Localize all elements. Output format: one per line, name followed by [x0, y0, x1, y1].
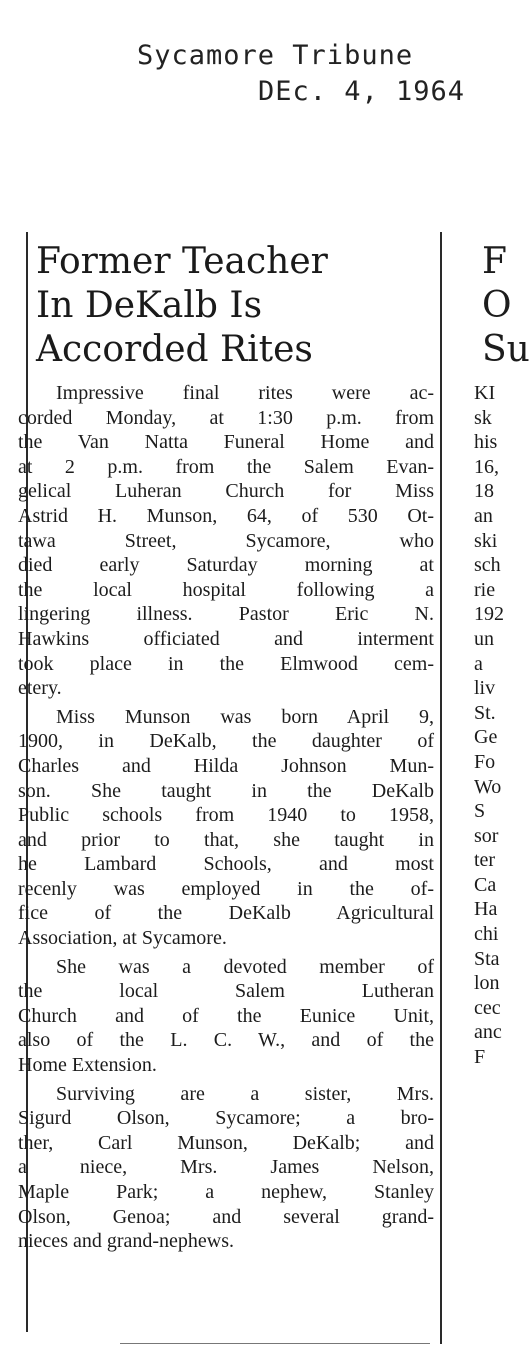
text-line: Public schools from 1940 to 1958, — [18, 804, 434, 827]
adjacent-text-fragment: liv — [474, 677, 496, 700]
column-rule-bottom — [120, 1343, 430, 1344]
text-line: Impressive final rites were ac- — [56, 382, 434, 404]
adjacent-text-fragment: Ha — [474, 898, 498, 921]
adjacent-text-fragment: ski — [474, 529, 498, 552]
adjacent-text-fragment: 16, — [474, 455, 499, 478]
headline-line: Former Teacher — [36, 241, 328, 282]
article-body — [18, 381, 434, 1254]
text-line: Hawkins officiated and interment — [18, 627, 434, 650]
adjacent-text-fragment: Sta — [474, 947, 500, 970]
adjacent-text-fragment: chi — [474, 923, 499, 946]
obituary-article — [18, 240, 434, 1254]
text-line: the local Salem Lutheran — [18, 980, 434, 1003]
article-paragraph — [18, 705, 434, 951]
headline-line: Accorded Rites — [36, 329, 313, 370]
adjacent-headline — [482, 240, 530, 372]
article-headline — [36, 240, 434, 372]
adjacent-text-fragment: S — [474, 800, 486, 823]
adjacent-text-fragment: St. — [474, 701, 496, 724]
adjacent-text-fragment: his — [474, 431, 498, 454]
adjacent-text-fragment: Wo — [474, 775, 502, 798]
text-line: Association, at Sycamore. — [18, 927, 227, 950]
adjacent-text-fragment: F — [474, 1046, 486, 1069]
text-line: Church and of the Eunice Unit, — [18, 1004, 434, 1027]
headline-line: In DeKalb Is — [36, 285, 263, 326]
text-line: Surviving are a sister, Mrs. — [56, 1082, 434, 1105]
adjacent-body — [474, 381, 513, 1070]
text-line: lingering illness. Pastor Eric N. — [18, 603, 434, 626]
text-line: Sigurd Olson, Sycamore; a bro- — [18, 1107, 434, 1130]
text-line: son. She taught in the DeKalb — [18, 779, 434, 802]
text-line: Olson, Genoa; and several grand- — [18, 1205, 434, 1228]
adjacent-text-fragment: rie — [474, 578, 496, 601]
adjacent-text-fragment: un — [474, 627, 494, 650]
adjacent-text-fragment: Ge — [474, 726, 498, 749]
text-line: a niece, Mrs. James Nelson, — [18, 1156, 434, 1179]
column-rule-divider — [440, 232, 442, 1344]
adjacent-text-fragment: sk — [474, 406, 492, 429]
adjacent-text-fragment: 192 — [474, 603, 504, 626]
text-line: Charles and Hilda Johnson Mun- — [18, 754, 434, 777]
text-line: Home Extension. — [18, 1054, 157, 1077]
adjacent-text-fragment: a — [474, 652, 483, 675]
adjacent-text-fragment: 18 — [474, 480, 494, 503]
adjacent-text-fragment: cec — [474, 996, 501, 1019]
text-line: She was a devoted member of — [56, 955, 434, 978]
adjacent-text-fragment: KI — [474, 382, 496, 404]
text-line: also of the L. C. W., and of the — [18, 1029, 434, 1052]
adjacent-text-fragment: sch — [474, 554, 501, 577]
text-line: gelical Luheran Church for Miss — [18, 480, 434, 503]
date-stamp: DEc. 4, 1964 — [258, 76, 466, 107]
text-line: etery. — [18, 677, 62, 700]
adjacent-headline-fragment: Su — [482, 329, 530, 370]
adjacent-text-fragment: sor — [474, 824, 499, 847]
adjacent-headline-fragment: O — [482, 285, 512, 326]
text-line: 1900, in DeKalb, the daughter of — [18, 730, 434, 753]
adjacent-text-fragment: ter — [474, 849, 496, 872]
text-line: died early Saturday morning at — [18, 554, 434, 577]
adjacent-text-fragment: an — [474, 504, 493, 527]
adjacent-text-fragment: lon — [474, 972, 500, 995]
text-line: Miss Munson was born April 9, — [56, 705, 434, 728]
article-paragraph — [18, 381, 434, 701]
adjacent-text-fragment: Ca — [474, 873, 497, 896]
text-line: recenly was employed in the of- — [18, 877, 434, 900]
text-line: at 2 p.m. from the Salem Evan- — [18, 455, 434, 478]
text-line: took place in the Elmwood cem- — [18, 652, 434, 675]
text-line: Maple Park; a nephew, Stanley — [18, 1181, 434, 1203]
adjacent-text-fragment: anc — [474, 1021, 502, 1044]
text-line: he Lambard Schools, and most — [18, 853, 434, 876]
text-line: the local hospital following a — [18, 578, 434, 601]
adjacent-text-fragment: Fo — [474, 750, 496, 773]
text-line: the Van Natta Funeral Home and — [18, 431, 434, 454]
text-line: nieces and grand-nephews. — [18, 1230, 235, 1253]
article-paragraph — [18, 1082, 434, 1254]
article-paragraph — [18, 955, 434, 1078]
text-line: corded Monday, at 1:30 p.m. from — [18, 406, 434, 429]
adjacent-headline-fragment: F — [482, 241, 507, 282]
text-line: ther, Carl Munson, DeKalb; and — [18, 1131, 434, 1154]
publication-stamp: Sycamore Tribune — [137, 40, 414, 71]
text-line: fice of the DeKalb Agricultural — [18, 902, 434, 925]
adjacent-article-fragment — [448, 240, 530, 1070]
text-line: and prior to that, she taught in — [18, 828, 434, 851]
text-line: tawa Street, Sycamore, who — [18, 529, 434, 552]
text-line: Astrid H. Munson, 64, of 530 Ot- — [18, 504, 434, 527]
